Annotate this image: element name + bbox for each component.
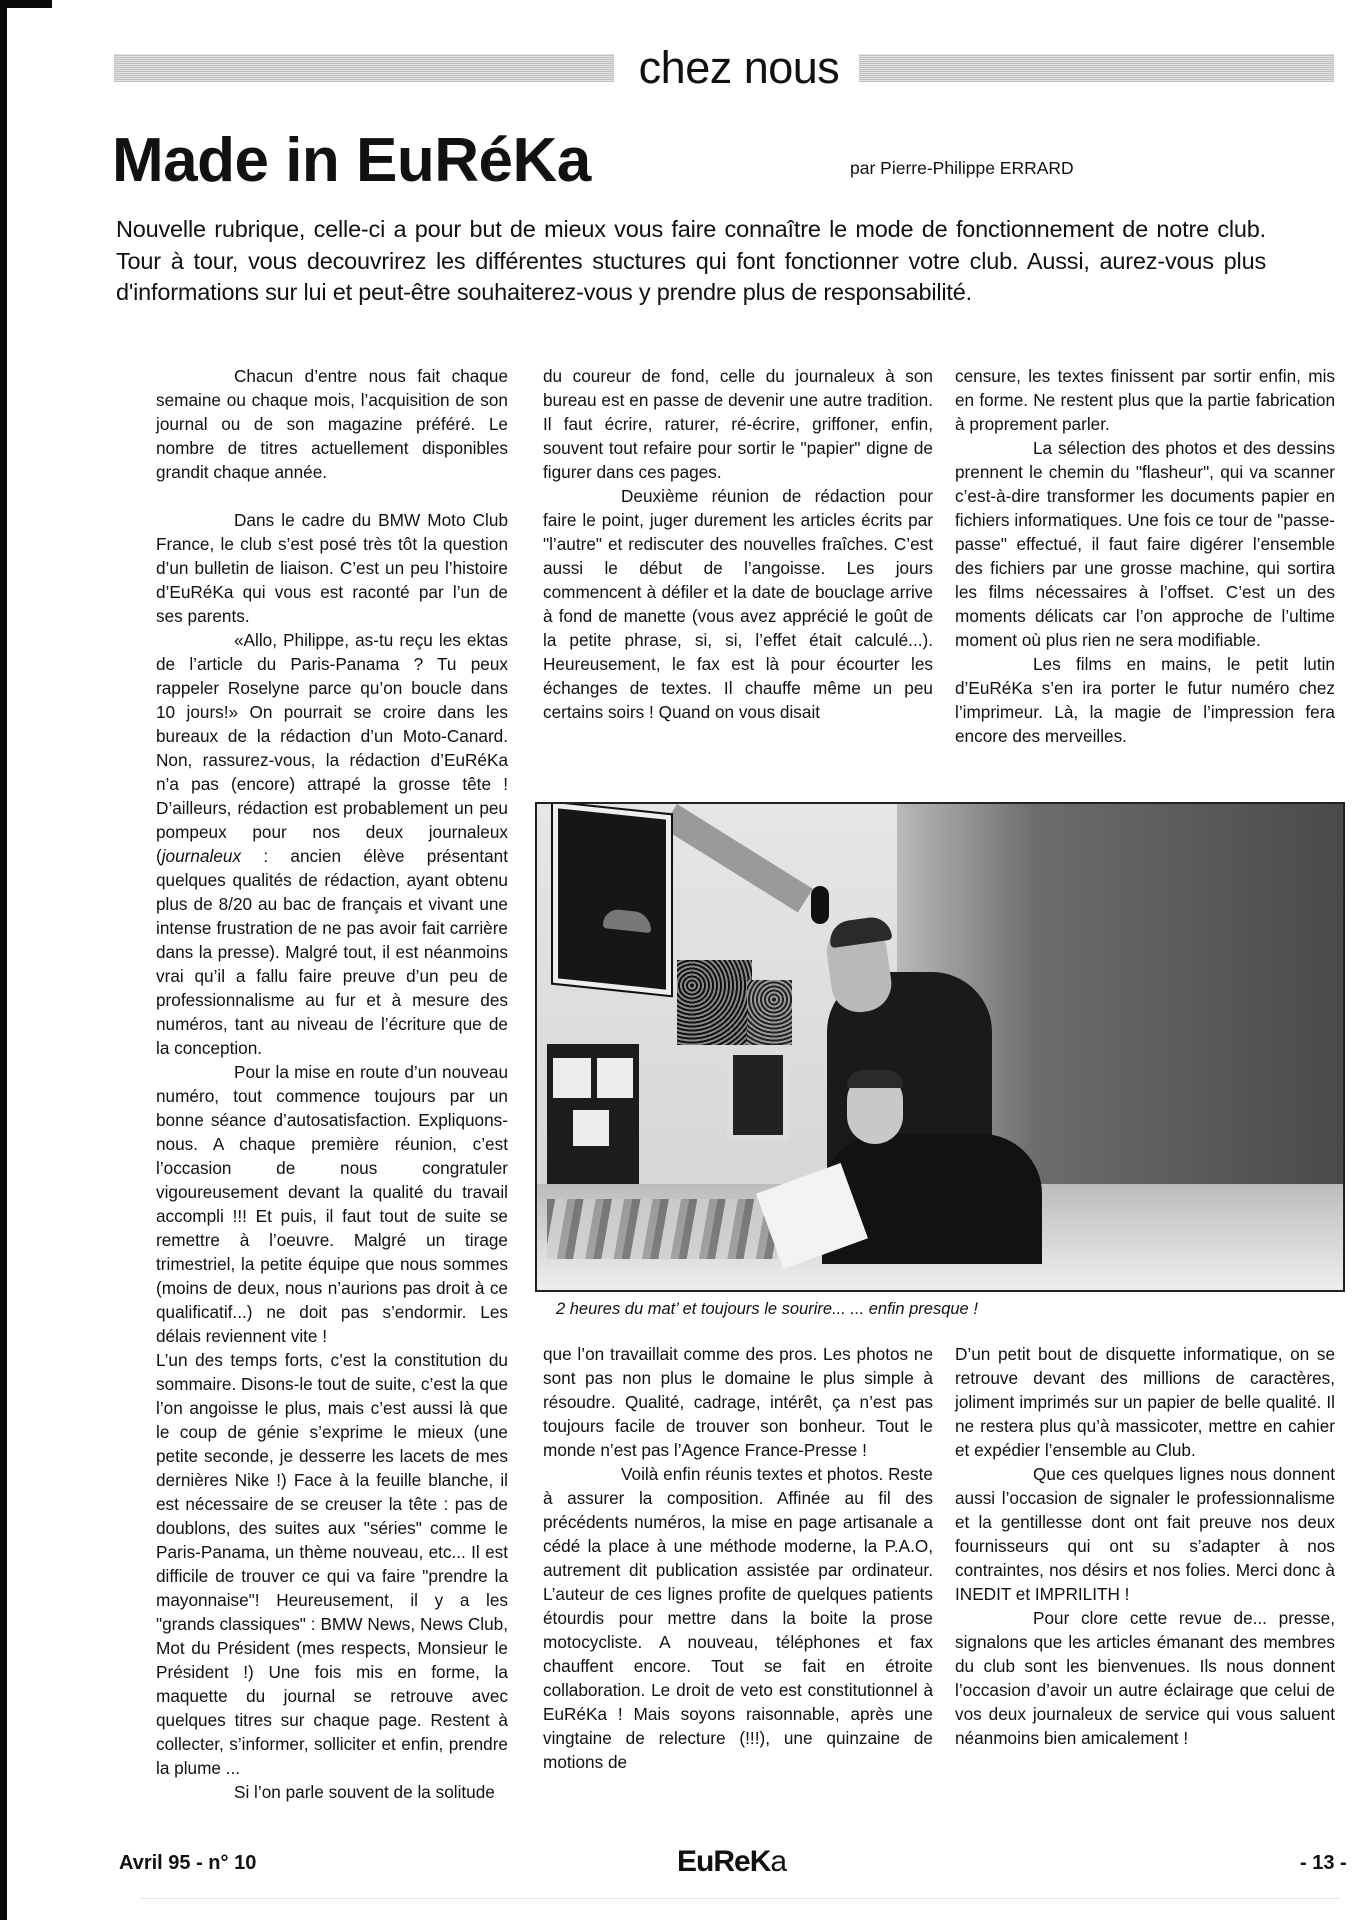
column-2-top — [543, 364, 933, 724]
logo-part: Eu — [677, 1845, 714, 1878]
column-2-bottom — [543, 1342, 933, 1774]
section-title: chez nous — [638, 42, 840, 93]
paragraph: Pour la mise en route d’un nouveau numéro, tout commence toujours par un bonne séance d’autosatisfaction. Expliquons-nous. A chaque première réunion, c’est l’occasion de nous congratuler vigoureusement devant la qualité du travail accompli !!! Et puis, il faut tout de suite se remettre à l’oeuvre. Malgré un tirage trimestriel, la petite équipe que nous sommes (moins de deux, nous n’aurions pas droit à ce qualificatif...) ne doit pas s’endormir. Les délais reviennent vite ! — [156, 1062, 508, 1346]
footer-divider — [140, 1898, 1340, 1899]
paragraph: Pour clore cette revue de... presse, signalons que les articles émanant des membres du club sont les bienvenues. Ils nous donnent l’occasion d’avoir un autre éclairage que celui de vos deux journaleux de service qui vous saluent néanmoins bien amicalement ! — [955, 1608, 1335, 1748]
car-shape — [603, 908, 651, 933]
issue-info: Avril 95 - n° 10 — [119, 1852, 257, 1874]
scan-edge-top — [0, 0, 52, 8]
paragraph — [156, 628, 508, 1060]
paragraph: Chacun d’entre nous fait chaque semaine ou chaque mois, l’acquisition de son journal ou de son magazine préféré. Le nombre de titres actuellement disponibles grandit chaque année. — [156, 366, 508, 482]
section-stripe-right — [859, 54, 1334, 82]
article-intro: Nouvelle rubrique, celle-ci a pour but de mieux vous faire connaître le mode de fonctionnement de notre club. Tour à tour, vous decouvrirez les différentes stuctures qui font fonctionner votre club. Aussi, aurez-vous plus d'informations sur lui et peut-être souhaiterez-vous y prendre plus de responsabilité. — [116, 216, 1266, 305]
photo-lamp — [811, 886, 829, 924]
eureka-logo — [677, 1845, 786, 1879]
paragraph: Voilà enfin réunis textes et photos. Reste à assurer la composition. Affinée au fil des précédents numéros, la mise en page artisanale a cédé la place à une méthode moderne, la P.A.O, autrement dit publication assistée par ordinateur. L’auteur de ces lignes profite de quelques patients étourdis pour mettre dans la boite la prose motocycliste. A nouveau, téléphones et fax chauffent encore. Tout se fait en étroite collaboration. Le droit de veto est constitutionnel à EuRéKa ! Mais soyons raisonnable, après une vingtaine de relecture (!!!), une quinzaine de motions de — [543, 1464, 933, 1772]
poster-card — [573, 1110, 609, 1146]
photo-monitor — [727, 1049, 789, 1141]
paragraph: Les films en mains, le petit lutin d’EuRéKa s’en ira porter le futur numéro chez l’imprimeur. Là, la magie de l’impression fera encore des merveilles. — [955, 654, 1335, 746]
paragraph: que l’on travaillait comme des pros. Les photos ne sont pas non plus le domaine le plus simple à résoudre. Qualité, cadrage, intérêt, ça n’est pas toujours facile de trouver son bonheur. Tout le monde n’est pas l’Agence France-Presse ! — [543, 1344, 933, 1460]
logo-part: Re — [713, 1845, 750, 1878]
paragraph: L’un des temps forts, c’est la constitution du sommaire. Disons-le tout de suite, c’est la que l’on angoisse le plus, mais c’est aussi là que le coup de génie s’exprime le mieux (une petite seconde, je desserre les lacets de mes dernières Nike !) Face à la feuille blanche, il est nécessaire de se creuser la tête : pas de doublons, des suites aux "séries" comme le Paris-Panama, un thème nouveau, etc... Il est difficile de trouver ce qui va faire "prendre la mayonnaise"! Heureusement, il y a les "grands classiques" : BMW News, News Club, Mot du Président (mes respects, Monsieur le Président !) Une fois mis en forme, la maquette du journal se retrouve avec quelques titres sur chaque page. Restent à collecter, s’informer, solliciter et enfin, prendre la plume ... — [156, 1350, 508, 1778]
logo-part: K — [749, 1845, 771, 1878]
article-photo — [535, 802, 1345, 1292]
paragraph: censure, les textes finissent par sortir enfin, mis en forme. Ne restent plus que la partie fabrication à proprement parler. — [955, 366, 1335, 434]
page-number: - 13 - — [1300, 1852, 1347, 1874]
poster-card — [553, 1058, 591, 1098]
column-1 — [156, 364, 508, 1804]
photo-desk-clutter — [547, 1199, 777, 1259]
paragraph: Que ces quelques lignes nous donnent aussi l’occasion de signaler le professionnalisme et la gentillesse dont ont fait preuve nos deux fournisseurs qui ont su s’adapter à nos contraintes, nos désirs et nos folies. Merci donc à INEDIT et IMPRILITH ! — [955, 1464, 1335, 1604]
article-byline: par Pierre-Philippe ERRARD — [850, 158, 1074, 178]
section-header — [114, 42, 1357, 93]
column-3-top — [955, 364, 1335, 748]
paragraph: La sélection des photos et des dessins prennent le chemin du "flasheur", qui va scanner c’est-à-dire transformer les documents papier en fichiers informatiques. Une fois ce tour de "passe-passe" effectué, il faut faire digérer l’ensemble des fichiers par une grosse machine, qui sortira les films nécessaires à l’offset. C’est un des moments délicats car l’on approche de l’ultime moment où plus rien ne sera modifiable. — [955, 438, 1335, 650]
poster-card — [597, 1058, 633, 1098]
article-headline: Made in EuRéKa — [112, 126, 591, 195]
photo-box — [747, 980, 792, 1045]
photo-person-seated-hair — [847, 1070, 903, 1088]
photo-person-seated — [822, 1134, 1042, 1264]
text-run: : ancien élève présentant quelques qualités de rédaction, ayant obtenu plus de 8/20 au bac de français et vivant une intense frustration de ne pas avoir fait carrière dans la presse). Malgré tout, il est néanmoins vrai qu’il a fallu faire preuve d’un peu de professionnalisme au fur et à mesure des numéros, tant au niveau de l’écriture que de la conception. — [156, 846, 508, 1058]
photo-posterboard — [547, 1044, 639, 1194]
paragraph: Deuxième réunion de rédaction pour faire le point, juger durement les articles écrits par "l’autre" et rediscuter des nouvelles fraîches. C’est aussi le début de l’angoisse. Les jours commencent à défiler et la date de bouclage arrive à fond de manette (vous avez apprécié le goût de la petite phrase, si, si, l’effet était calculé...). Heureusement, le fax est là pour écourter les échanges de textes. Il chauffe même un peu certains soirs ! Quand on vous disait — [543, 486, 933, 722]
photo-caption: 2 heures du mat’ et toujours le sourire... ... enfin presque ! — [556, 1300, 978, 1318]
section-stripe-left — [114, 54, 614, 82]
column-3-bottom — [955, 1342, 1335, 1750]
photo-car-poster — [553, 803, 671, 995]
logo-part: a — [770, 1845, 787, 1878]
photo-box — [677, 960, 752, 1045]
paragraph: D’un petit bout de disquette informatique, on se retrouve devant des millions de caractères, joliment imprimés sur un papier de belle qualité. Il ne restera plus qu’à massicoter, mettre en cahier et expédier l’ensemble au Club. — [955, 1344, 1335, 1460]
paragraph: Si l’on parle souvent de la solitude — [234, 1782, 495, 1802]
text-run: «Allo, Philippe, as-tu reçu les ektas de l’article du Paris-Panama ? Tu peux rappeler Roselyne parce qu’on boucle dans 10 jours!» On pourrait se croire dans les bureaux de la rédaction d’un Moto-Canard. Non, rassurez-vous, la rédaction d’EuRéKa n’a pas (encore) attrapé la grosse tête ! D’ailleurs, rédaction est probablement un peu pompeux pour nos deux journaleux ( — [156, 630, 508, 866]
italic-term: journaleux — [161, 846, 242, 866]
paragraph: Dans le cadre du BMW Moto Club France, le club s’est posé très tôt la question d’un bulletin de liaison. C’est un peu l’histoire d’EuRéKa qui vous est raconté par l’un de ses parents. — [156, 510, 508, 626]
scan-edge — [0, 4, 7, 1920]
paragraph: du coureur de fond, celle du journaleux à son bureau est en passe de devenir une autre tradition. Il faut écrire, raturer, ré-écrire, griffoner, enfin, souvent tout refaire pour sortir le "papier" digne de figurer dans ces pages. — [543, 366, 933, 482]
